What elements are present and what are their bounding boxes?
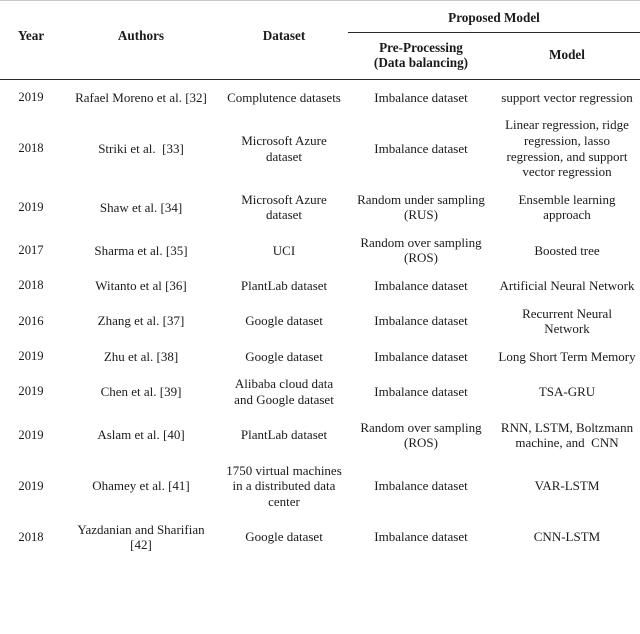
cell-pre-processing: Imbalance dataset <box>374 478 468 494</box>
cell-model: Ensemble learning approach <box>518 191 619 223</box>
column-header-pre-processing <box>348 32 494 79</box>
cell-authors: Sharma et al. [35] <box>94 242 188 258</box>
cell-pre-processing: Imbalance dataset <box>374 89 468 105</box>
cell-authors: Aslam et al. [40] <box>97 427 185 443</box>
table-row <box>0 516 640 559</box>
cell-dataset: Complutence datasets <box>227 89 341 105</box>
table-row <box>0 186 640 229</box>
cell-dataset: 1750 virtual machines in a distributed data center <box>226 462 346 510</box>
cell-year: 2016 <box>18 313 44 328</box>
column-header-authors: Authors <box>62 3 220 79</box>
cell-authors: Shaw et al. [34] <box>99 199 183 215</box>
table-header <box>0 1 640 80</box>
cell-authors: Witanto et al [36] <box>95 278 187 294</box>
cell-year: 2018 <box>18 140 44 155</box>
cell-model: TSA-GRU <box>538 384 596 400</box>
cell-pre-processing: Imbalance dataset <box>374 384 468 400</box>
cell-year: 2018 <box>18 529 44 544</box>
cell-authors: Striki et al. [33] <box>98 140 184 156</box>
cell-dataset: Google dataset <box>245 529 323 545</box>
cell-pre-processing: Imbalance dataset <box>374 140 468 156</box>
cell-model: RNN, LSTM, Boltzmann machine, and CNN <box>500 419 637 451</box>
cell-model: VAR-LSTM <box>534 478 600 494</box>
table-row <box>0 343 640 371</box>
header-row-group-title <box>0 3 640 32</box>
cell-model: Long Short Term Memory <box>498 348 636 364</box>
cell-pre-processing: Imbalance dataset <box>374 529 468 545</box>
cell-year: 2018 <box>18 278 44 293</box>
cell-pre-processing: Imbalance dataset <box>374 313 468 329</box>
cell-model: support vector regression <box>501 89 633 105</box>
column-header-year: Year <box>0 3 62 79</box>
cell-pre-processing: Random under sampling (RUS) <box>357 191 489 223</box>
cell-model: Artificial Neural Network <box>499 278 635 294</box>
cell-pre-processing: Random over sampling (ROS) <box>360 419 485 451</box>
cell-year: 2019 <box>18 199 44 214</box>
cell-year: 2019 <box>18 349 44 364</box>
cell-model: Recurrent Neural Network <box>522 305 616 337</box>
cell-dataset: Google dataset <box>245 348 323 364</box>
cell-dataset: UCI <box>272 242 296 258</box>
column-header-dataset: Dataset <box>220 3 348 79</box>
cell-year: 2019 <box>18 427 44 442</box>
table-row <box>0 111 640 185</box>
table-row <box>0 414 640 457</box>
cell-dataset: PlantLab dataset <box>240 427 328 443</box>
cell-year: 2019 <box>18 478 44 493</box>
cell-authors: Zhu et al. [38] <box>103 348 179 364</box>
table-row <box>0 229 640 272</box>
cell-pre-processing: Imbalance dataset <box>374 348 468 364</box>
table-row <box>0 79 640 111</box>
cell-dataset: Alibaba cloud data and Google dataset <box>234 376 337 408</box>
column-header-model: Model <box>494 32 640 79</box>
cell-authors: Zhang et al. [37] <box>97 313 185 329</box>
table-row <box>0 272 640 300</box>
table-row <box>0 370 640 413</box>
cell-authors: Rafael Moreno et al. [32] <box>75 89 207 105</box>
cell-authors: Yazdanian and Sharifian [42] <box>77 521 208 553</box>
pre-processing-label-line2: (Data balancing) <box>373 55 469 71</box>
cell-authors: Ohamey et al. [41] <box>92 478 190 494</box>
cell-model: Boosted tree <box>534 242 600 258</box>
cell-dataset: PlantLab dataset <box>240 278 328 294</box>
cell-dataset: Microsoft Azure dataset <box>241 191 331 223</box>
column-header-proposed-model: Proposed Model <box>348 3 640 32</box>
cell-dataset: Google dataset <box>245 313 323 329</box>
cell-pre-processing: Imbalance dataset <box>374 278 468 294</box>
cell-year: 2019 <box>18 89 44 104</box>
cell-pre-processing: Random over sampling (ROS) <box>360 234 485 266</box>
cell-year: 2019 <box>18 384 44 399</box>
table-row <box>0 457 640 516</box>
cell-dataset: Microsoft Azure dataset <box>241 132 331 164</box>
cell-authors: Chen et al. [39] <box>100 384 182 400</box>
pre-processing-label-line1: Pre-Processing <box>379 39 463 55</box>
cell-model: Linear regression, ridge regression, lasso regression, and support vector regression <box>505 117 633 180</box>
cell-year: 2017 <box>18 242 44 257</box>
cell-model: CNN-LSTM <box>533 529 601 545</box>
table-body <box>0 79 640 559</box>
table-row <box>0 300 640 343</box>
